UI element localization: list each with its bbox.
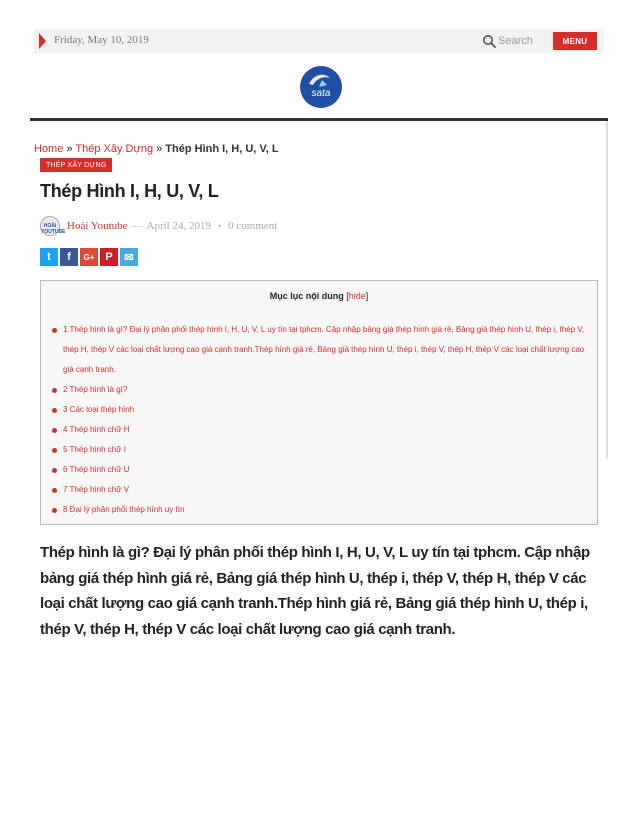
post-title: Thép Hình I, H, U, V, L <box>40 181 219 201</box>
search-icon[interactable] <box>482 34 496 48</box>
header-divider <box>30 118 608 121</box>
toc-title: Mục lục nội dung <box>269 291 344 301</box>
breadcrumb-category-link[interactable]: Thép Xây Dựng <box>75 143 154 155</box>
breadcrumb-current: Thép Hình I, H, U, V, L <box>165 143 279 155</box>
toc-header <box>41 291 597 301</box>
author-avatar[interactable] <box>40 216 66 236</box>
toc-item[interactable]: 8 Đại lý phân phối thép hình uy tín <box>49 500 593 520</box>
toc-item[interactable]: 2 Thép hình là gì? <box>49 380 593 400</box>
author-link[interactable]: Hoài Youtube <box>67 220 128 232</box>
breadcrumb <box>34 143 279 155</box>
toc-list <box>49 320 593 520</box>
toc-item[interactable]: 7 Thép hình chữ V <box>49 480 593 500</box>
top-bar <box>34 29 604 53</box>
logo-text: sata <box>311 88 331 99</box>
facebook-share-icon[interactable]: f <box>60 248 78 266</box>
meta-separator: — <box>131 220 143 232</box>
post-meta <box>40 216 277 236</box>
breadcrumb-separator: » <box>63 143 76 155</box>
category-badge[interactable]: THÉP XÂY DỰNG <box>40 158 112 172</box>
comment-count-link[interactable]: 0 comment <box>228 220 278 232</box>
sata-logo[interactable] <box>300 66 342 108</box>
breadcrumb-separator: » <box>153 143 166 155</box>
current-date: Friday, May 10, 2019 <box>54 34 149 46</box>
google-plus-share-icon[interactable]: G+ <box>80 248 98 266</box>
toc-bracket-open: [ <box>343 291 349 301</box>
toc-hide-link[interactable]: hide <box>348 291 366 301</box>
toc-item[interactable]: 5 Thép hình chữ I <box>49 440 593 460</box>
toc-item[interactable]: 4 Thép hình chữ H <box>49 420 593 440</box>
share-buttons <box>40 248 138 266</box>
intro-heading: Thép hình là gì? Đại lý phân phối thép hình I, H, U, V, L uy tín tại tphcm. Cập nhập bảng giá thép hình giá rẻ, Bảng giá thép hình U, thép i, thép V, thép H, thép V các loại chất lượng cao giá cạnh tranh.Thép hình giá rẻ, Bảng giá thép hình U, thép i, thép V, thép H, thép V các loại chất lượng cao giá cạnh tranh. <box>40 544 590 638</box>
menu-button[interactable]: MENU <box>553 32 597 50</box>
meta-dot: • <box>218 221 222 231</box>
search-box[interactable] <box>482 32 554 50</box>
twitter-share-icon[interactable]: t <box>40 248 58 266</box>
search-input[interactable] <box>498 32 554 50</box>
breadcrumb-home-link[interactable]: Home <box>34 143 64 155</box>
email-share-icon[interactable]: ✉ <box>120 248 138 266</box>
table-of-contents <box>40 280 598 525</box>
toc-item[interactable]: 1 Thép hình là gì? Đại lý phân phối thép hình I, H, U, V, L uy tín tại tphcm. Cập nhập bảng giá thép hình giá rẻ, Bảng giá thép hình U, thép i, thép V, thép H, thép V các loại chất lượng cao giá cạnh tranh.Thép hình giá rẻ, Bảng giá thép hình U, thép i, thép V, thép H, thép V các loại chất lượng cao giá cạnh tranh. <box>49 320 593 380</box>
avatar-label: HOÀI YOUTUBE <box>41 223 66 235</box>
post-date: April 24, 2019 <box>146 220 211 232</box>
pinterest-share-icon[interactable]: P <box>100 248 118 266</box>
sidebar-rule <box>606 121 608 459</box>
toc-item[interactable]: 6 Thép hình chữ U <box>49 460 593 480</box>
date-marker-icon <box>39 33 46 49</box>
toc-item[interactable]: 3 Các loại thép hình <box>49 400 593 420</box>
toc-bracket-close: ] <box>365 291 369 301</box>
